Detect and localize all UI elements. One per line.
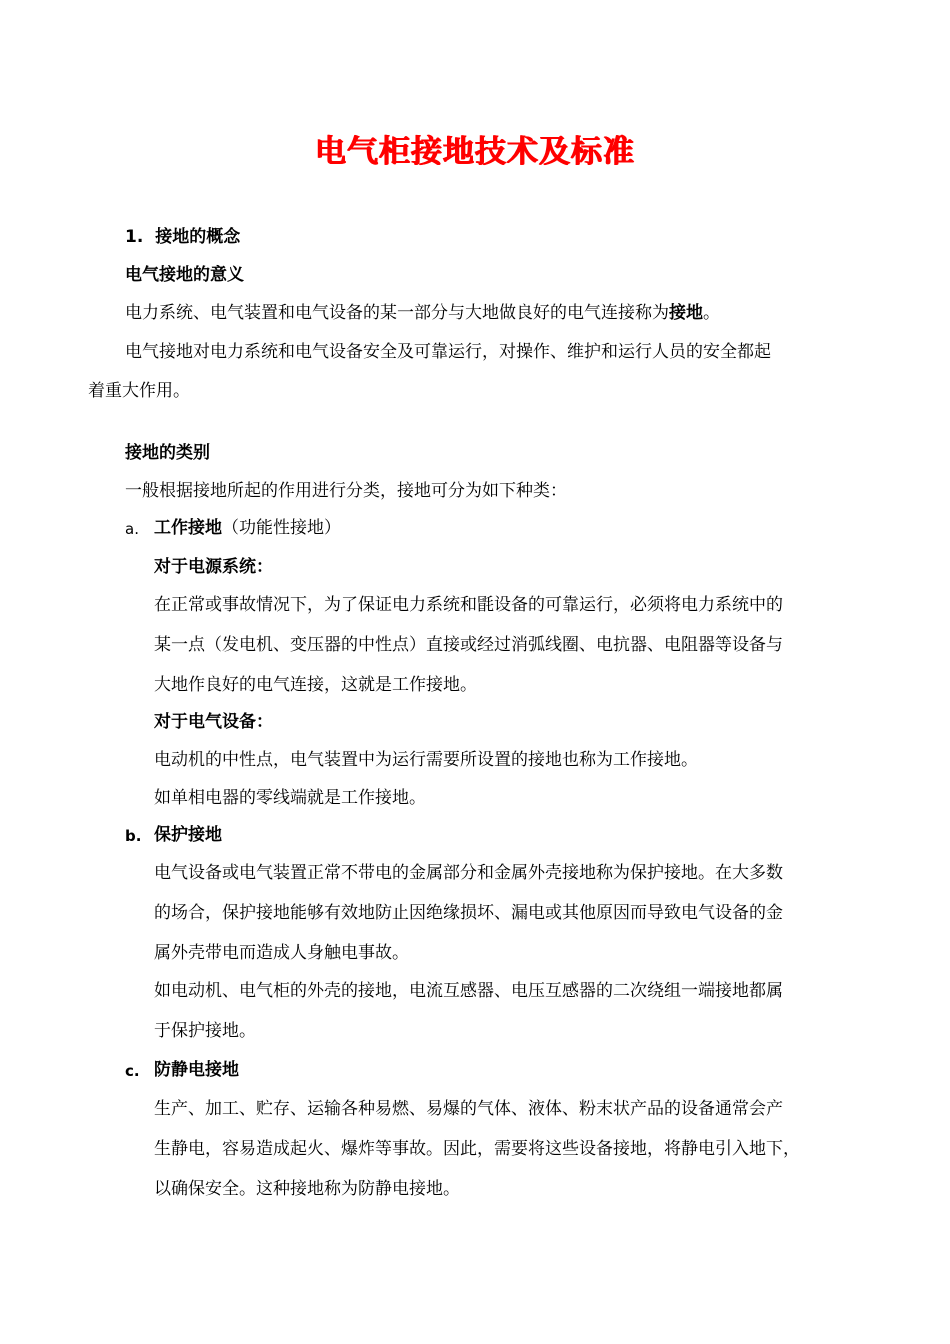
section-number: 1. (125, 227, 144, 247)
item-c-heading: 防静电接地 (154, 1060, 239, 1080)
item-c-line1: 生产、加工、贮存、运输各种易燃、易爆的气体、液体、粉末状产品的设备通常会产 (154, 1099, 783, 1119)
item-a-title: 工作接地 (154, 518, 222, 538)
subsection-heading-meaning: 电气接地的意义 (125, 265, 244, 285)
item-a-heading (154, 517, 341, 539)
item-b-line2: 的场合，保护接地能够有效地防止因绝缘损坏、漏电或其他原因而导致电气设备的金 (154, 903, 783, 923)
paragraph-definition (125, 302, 720, 324)
subsection-heading-types: 接地的类别 (125, 443, 210, 463)
item-c-line2: 生静电，容易造成起火、爆炸等事故。因此，需要将这些设备接地，将静电引入地下， (154, 1139, 800, 1159)
definition-end: 。 (703, 303, 720, 323)
list-marker-b: b. (125, 827, 142, 845)
item-b-line1: 电气设备或电气装置正常不带电的金属部分和金属外壳接地称为保护接地。在大多数 (154, 863, 783, 883)
item-b-line5: 于保护接地。 (154, 1021, 256, 1041)
list-marker-a: a. (125, 520, 139, 538)
document-title: 电气柜接地技术及标准 (315, 134, 635, 170)
item-a-device-line1: 电动机的中性点，电气装置中为运行需要所设置的接地也称为工作接地。 (154, 750, 698, 770)
item-a-device-line2: 如单相电器的零线端就是工作接地。 (154, 788, 426, 808)
definition-text: 电力系统、电气装置和电气设备的某一部分与大地做良好的电气连接称为 (125, 303, 669, 323)
item-a-power-line1: 在正常或事故情况下，为了保证电力系统和毷设备的可靠运行，必须将电力系统中的 (154, 595, 783, 615)
section-title: 接地的概念 (155, 227, 241, 247)
paragraph-importance-line1: 电气接地对电力系统和电气设备安全及可靠运行，对操作、维护和运行人员的安全都起 (125, 342, 771, 362)
definition-term: 接地 (669, 303, 703, 323)
item-b-heading: 保护接地 (154, 825, 222, 845)
section-heading (125, 226, 240, 248)
item-a-power-heading: 对于电源系统： (154, 557, 273, 577)
item-a-power-line2: 某一点（发电机、变压器的中性点）直接或经过消弧线圈、电抗器、电阻器等设备与 (154, 635, 783, 655)
item-a-note: （功能性接地） (222, 518, 341, 538)
paragraph-importance-line2: 着重大作用。 (88, 381, 190, 401)
item-b-line3: 属外壳带电而造成人身触电事故。 (154, 943, 409, 963)
list-marker-c: c. (125, 1062, 140, 1080)
item-a-device-heading: 对于电气设备： (154, 712, 273, 732)
item-a-power-line3: 大地作良好的电气连接，这就是工作接地。 (154, 675, 477, 695)
paragraph-types-intro: 一般根据接地所起的作用进行分类，接地可分为如下种类： (125, 481, 567, 501)
item-c-line3: 以确保安全。这种接地称为防静电接地。 (154, 1179, 460, 1199)
item-b-line4: 如电动机、电气柜的外壳的接地，电流互感器、电压互感器的二次绕组一端接地都属 (154, 981, 783, 1001)
